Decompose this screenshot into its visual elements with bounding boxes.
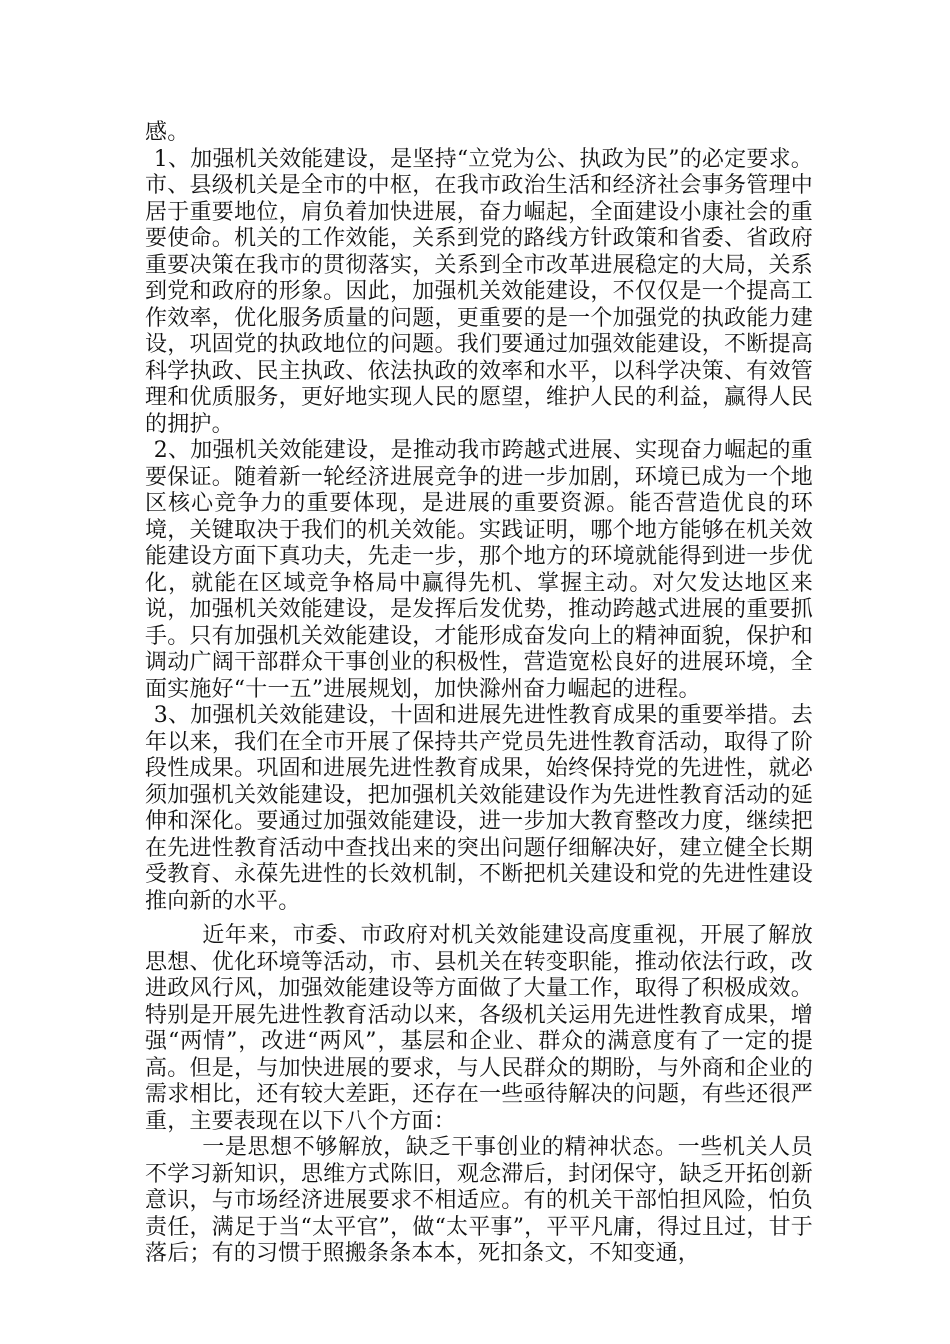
paragraph-continuation: 感。 — [145, 120, 190, 145]
paragraph-point-3: 3、加强机关效能建设，十固和进展先进性教育成果的重要举措。去年以来，我们在全市开展了保持共产党员先进性教育活动，取得了阶段性成果。巩固和进展先进性教育成果，始终保持党的先进性，就必须加强机关效能建设，把加强机关效能建设作为先进性教育活动的延伸和深化。要通过加强效能建设，进一步加大教育整改力度，继续把在先进性教育活动中查找出来的突出问题仔细解决好，建立健全长期受教育、永葆先进性的长效机制，不断把机关建设和党的先进性建设推向新的水平。 — [145, 703, 813, 914]
paragraph-problem-one: 一是思想不够解放，缺乏干事创业的精神状态。一些机关人员不学习新知识，思维方式陈旧，观念滞后，封闭保守，缺乏开拓创新意识，与市场经济进展要求不相适应。有的机关干部怕担风险，怕负责任，满足于当“太平官”，做“太平事”，平平凡庸，得过且过，甘于落后；有的习惯于照搬条条本本，死扣条文，不知变通， — [145, 1135, 813, 1266]
paragraph-point-1: 1、加强机关效能建设，是坚持“立党为公、执政为民”的必定要求。市、县级机关是全市的中枢，在我市政治生活和经济社会事务管理中居于重要地位，肩负着加快进展，奋力崛起，全面建设小康社会的重要使命。机关的工作效能，关系到党的路线方针政策和省委、省政府重要决策在我市的贯彻落实，关系到全市改革进展稳定的大局，关系到党和政府的形象。因此，加强机关效能建设，不仅仅是一个提高工作效率，优化服务质量的问题，更重要的是一个加强党的执政能力建设，巩固党的执政地位的问题。我们要通过加强效能建设，不断提高科学执政、民主执政、依法执政的效率和水平，以科学决策、有效管理和优质服务，更好地实现人民的愿望，维护人民的利益，赢得人民的拥护。 — [145, 146, 813, 437]
paragraph-point-2: 2、加强机关效能建设，是推动我市跨越式进展、实现奋力崛起的重要保证。随着新一轮经济进展竞争的进一步加剧，环境已成为一个地区核心竞争力的重要体现，是进展的重要资源。能否营造优良的环境，关键取决于我们的机关效能。实践证明，哪个地方能够在机关效能建设方面下真功夫，先走一步，那个地方的环境就能得到进一步优化，就能在区域竞争格局中赢得先机、掌握主动。对欠发达地区来说，加强机关效能建设，是发挥后发优势，推动跨越式进展的重要抓手。只有加强机关效能建设，才能形成奋发向上的精神面貌，保护和调动广阔干部群众干事创业的积极性，营造宽松良好的进展环境，全面实施好“十一五”进展规划，加快滁州奋力崛起的进程。 — [145, 438, 813, 702]
paragraph-recent-years: 近年来，市委、市政府对机关效能建设高度重视，开展了解放思想、优化环境等活动，市、县机关在转变职能，推动依法行政，改进政风行风，加强效能建设等方面做了大量工作，取得了积极成效。特别是开展先进性教育活动以来，各级机关运用先进性教育成果，增强“两情”，改进“两风”，基层和企业、群众的满意度有了一定的提高。但是，与加快进展的要求，与人民群众的期盼，与外商和企业的需求相比，还有较大差距，还存在一些亟待解决的问题，有些还很严重，主要表现在以下八个方面： — [145, 923, 813, 1134]
document-body — [145, 120, 813, 1268]
